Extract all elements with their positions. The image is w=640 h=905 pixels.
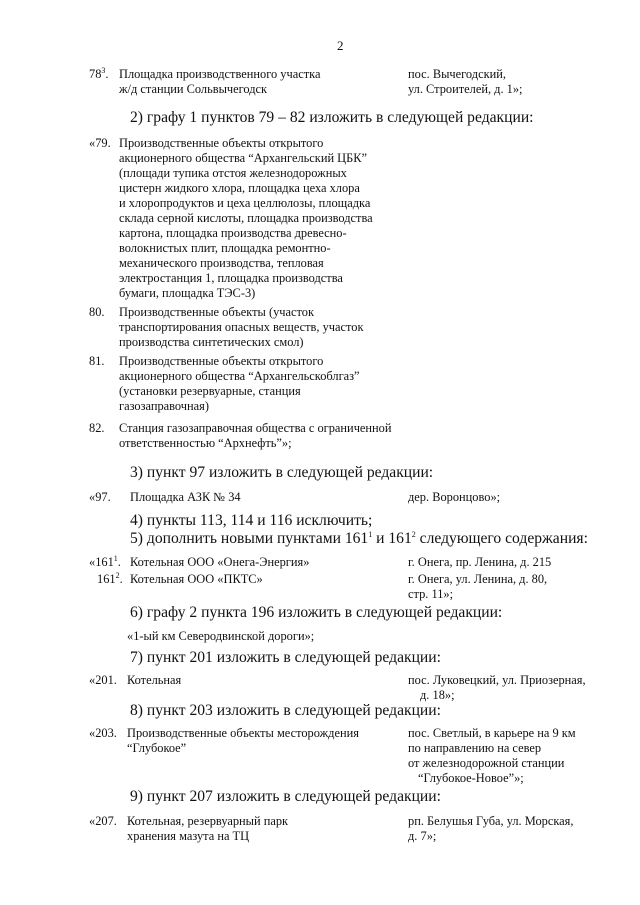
item-161-2-number: $161^2$.: [97, 570, 123, 586]
item-82-text: Станция газозаправочная общества с ограниченной ответственностью “Архнефть”»;: [119, 421, 392, 450]
item-161-1-title: Котельная ООО «Онега-Энергия»: [130, 555, 310, 569]
item-81-number: 81.: [89, 354, 105, 368]
item-207-title: Котельная, резервуарный парк хранения мазута на ТЦ: [127, 814, 289, 843]
item-80-text: Производственные объекты (участок транспортирования опасных веществ, участок производства синтетических смол): [119, 305, 364, 349]
heading-8: 8) пункт 203 изложить в следующей редакции:: [130, 702, 441, 719]
item-203-address: пос. Светлый, в карьере на 9 км по направлению на север от железнодорожной станции “Глубокое-Новое”»;: [408, 726, 576, 785]
heading-7: 7) пункт 201 изложить в следующей редакции:: [130, 649, 441, 666]
item-80-number: 80.: [89, 305, 105, 319]
item-97-address: дер. Воронцово»;: [408, 490, 501, 504]
item-82-number: 82.: [89, 421, 105, 435]
item-161-2-title: Котельная ООО «ПКТС»: [130, 572, 263, 586]
item-81-text: Производственные объекты открытого акционерного общества “Архангельскоблгаз” (установки резервуарные, станция газозаправочная): [119, 354, 360, 413]
heading-9: 9) пункт 207 изложить в следующей редакции:: [130, 788, 441, 805]
item-201-address: пос. Луковецкий, ул. Приозерная, д. 18»;: [408, 673, 586, 702]
heading-4: 4) пункты 113, 114 и 116 исключить;: [130, 512, 373, 529]
item-201-title: Котельная: [127, 673, 182, 687]
heading-2: 2) графу 1 пунктов 79 – 82 изложить в следующей редакции:: [130, 109, 534, 126]
item-161-1-address: г. Онега, пр. Ленина, д. 215: [408, 555, 552, 569]
item-79-text: Производственные объекты открытого акционерного общества “Архангельский ЦБК” (площади тупика отстоя железнодорожных цистерн жидкого хлора, площадка цеха хлора и хлоропродуктов и цеха целлюлозы, площадка склада серной кислоты, площадка производства картона, площадка производства древесно- волокнистых плит, площадка ремонтно- механического производства, тепловая электростанция 1, площадка производства бумаги, площадка ТЭС-3): [119, 136, 373, 300]
item-161-1-number: «$161^1$.: [89, 553, 121, 569]
heading-3: 3) пункт 97 изложить в следующей редакции:: [130, 464, 434, 481]
heading-6: 6) графу 2 пункта 196 изложить в следующей редакции:: [130, 604, 503, 621]
heading-5: 5) дополнить новыми пунктами $161^1$ и $161^2$ следующего содержания:: [130, 529, 588, 547]
page-number: 2: [337, 38, 344, 53]
item-79-number: «79.: [89, 136, 111, 150]
item-97-title: Площадка АЗК № 34: [130, 490, 241, 504]
item-78-3-title: Площадка производственного участка ж/д станции Сольвычегодск: [119, 67, 321, 96]
item-203-title: Производственные объекты месторождения “Глубокое”: [127, 726, 359, 755]
item-201-number: «201.: [89, 673, 117, 687]
item-207-number: «207.: [89, 814, 117, 828]
item-207-address: рп. Белушья Губа, ул. Морская, д. 7»;: [408, 814, 574, 843]
item-196-text: «1-ый км Северодвинской дороги»;: [127, 629, 315, 643]
item-78-3-address: пос. Вычегодский, ул. Строителей, д. 1»;: [408, 67, 523, 96]
item-203-number: «203.: [89, 726, 117, 740]
item-78-3-number: $78^3$.: [89, 65, 109, 81]
item-97-number: «97.: [89, 490, 111, 504]
item-161-2-address: г. Онега, ул. Ленина, д. 80, стр. 11»;: [408, 572, 548, 601]
